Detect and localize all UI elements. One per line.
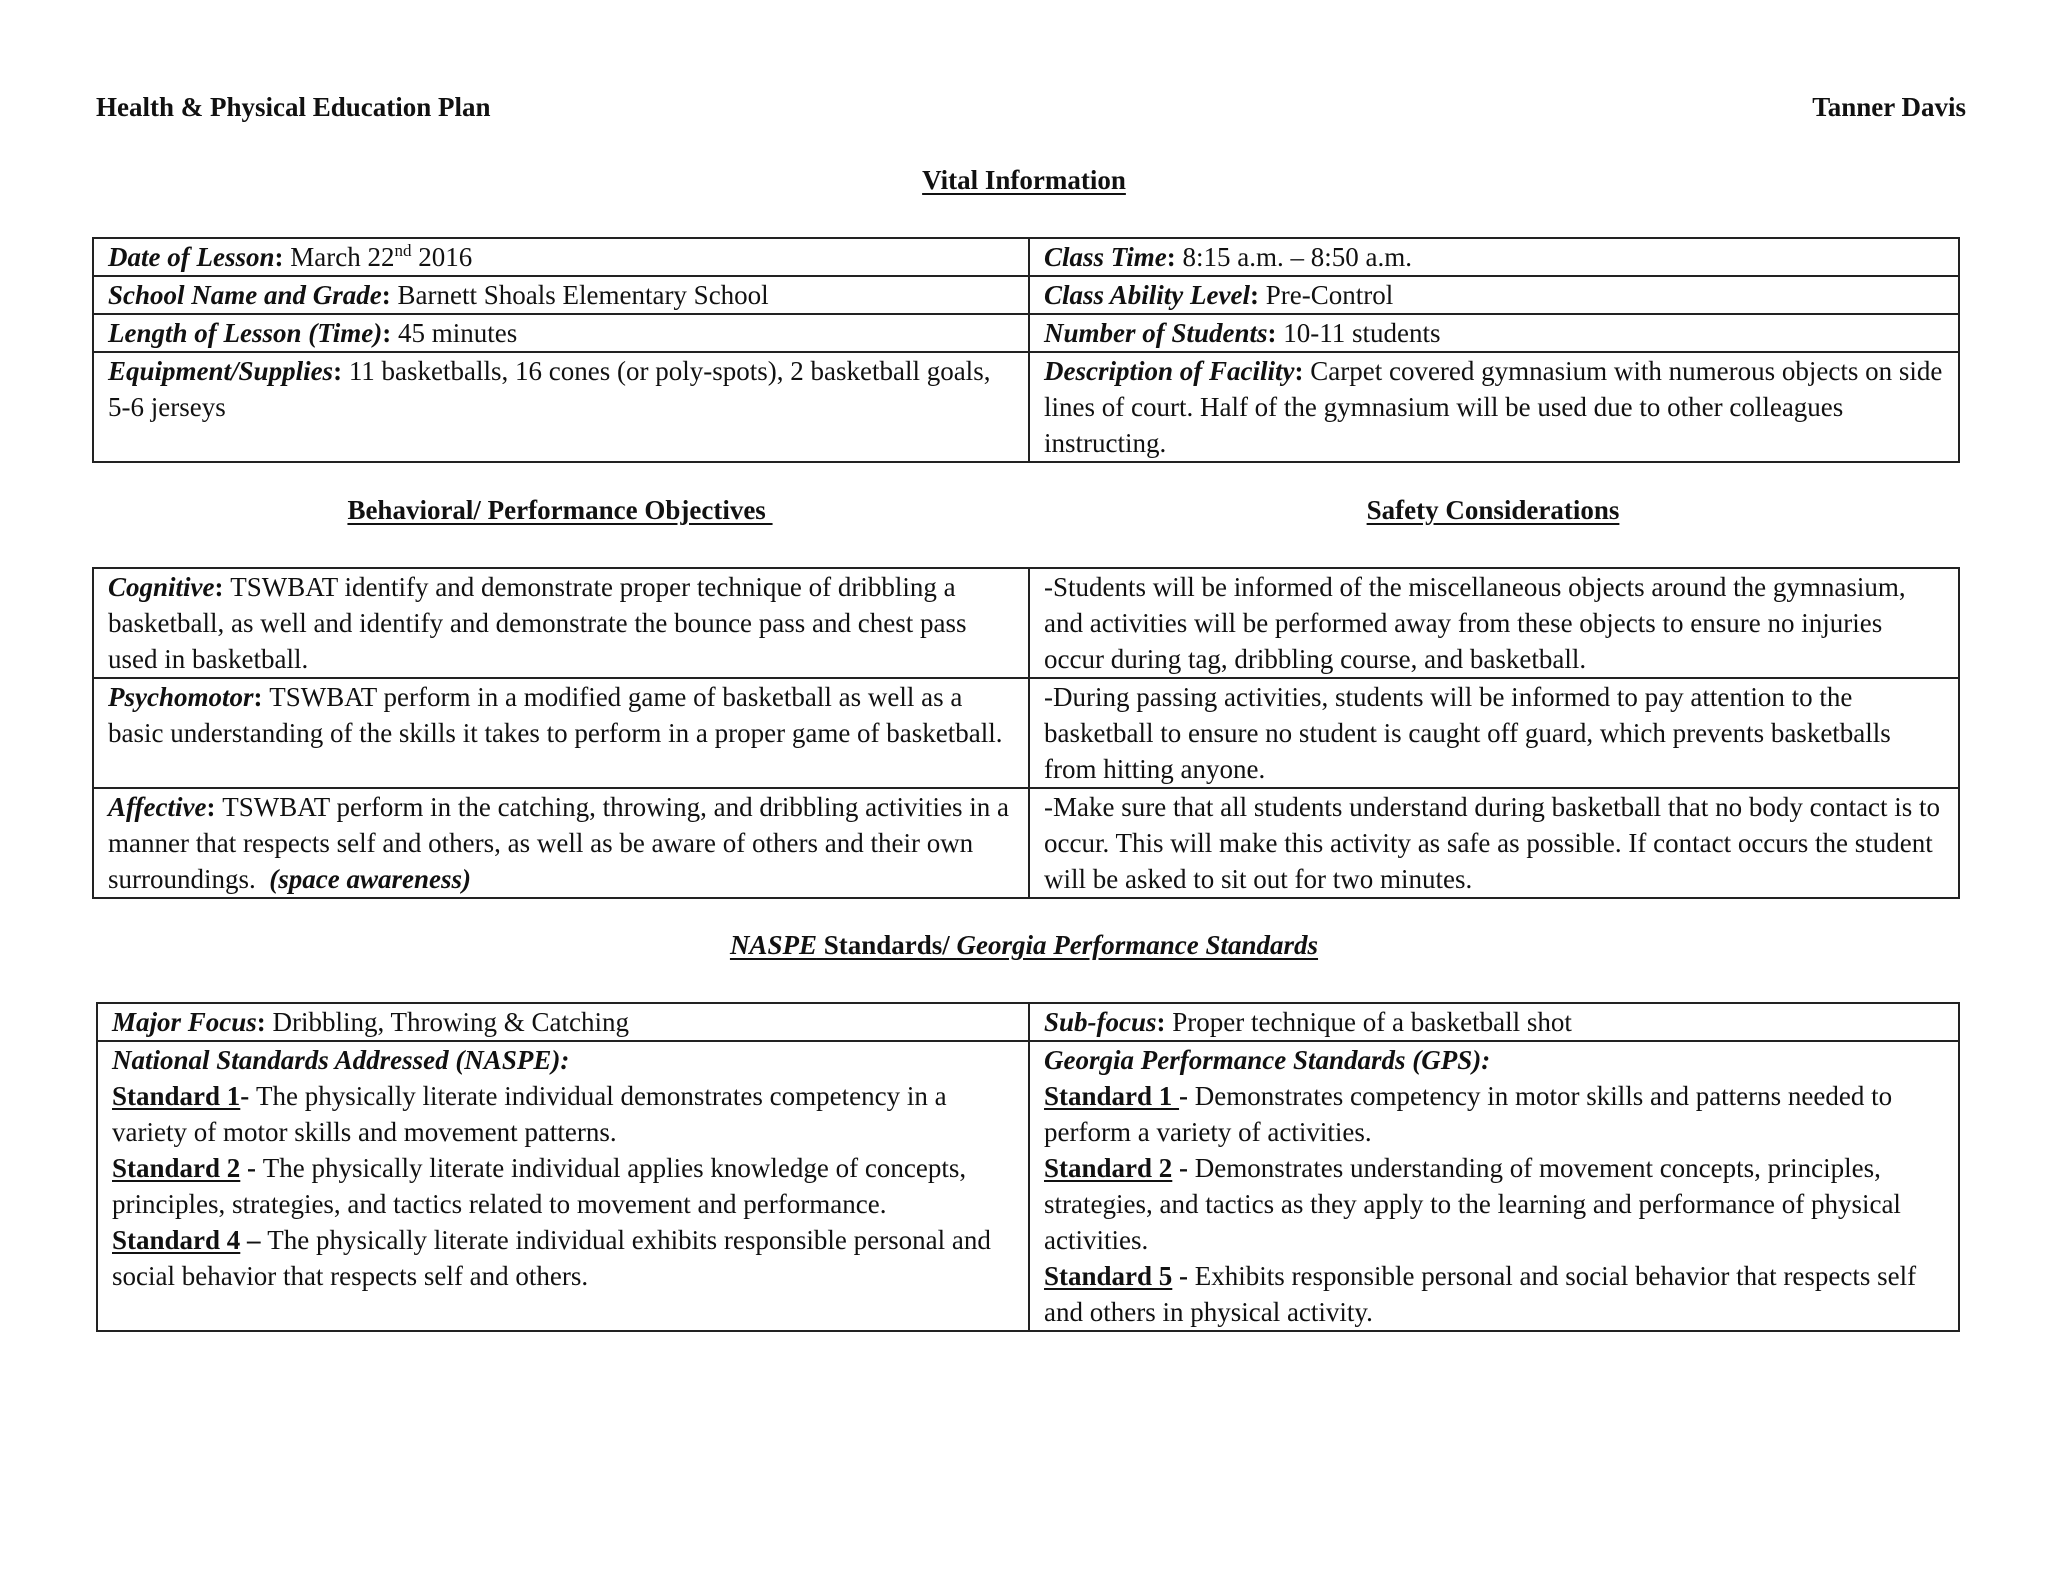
standard-name: Standard 5 [1044,1261,1173,1291]
equipment-cell: Equipment/Supplies: 11 basketballs, 16 cones (or poly-spots), 2 basketball goals, 5-6 jerseys [93,352,1029,462]
table-row [93,314,1959,352]
date-suffix: nd [394,241,412,260]
standards-heading [0,930,2048,961]
standard-text: Demonstrates competency in motor skills and patterns needed to perform a variety of activities. [1044,1081,1893,1147]
affective-objective-cell: Affective: TSWBAT perform in the catching, throwing, and dribbling activities in a manner that respects self and others, as well as be aware of others and their own surroundings. (space awareness) [93,788,1029,898]
author-name: Tanner Davis [1812,92,1966,122]
standard-item: Standard 2 - Demonstrates understanding of movement concepts, principles, strategies, and tactics as they apply to the learning and performance of physical activities. [1044,1153,1901,1255]
standard-name: Standard 4 [112,1225,241,1255]
table-row [93,568,1959,678]
objective-text: TSWBAT perform in a modified game of basketball as well as a basic understanding of the skills it takes to perform in a proper game of basketball. [108,682,1003,748]
length-label: Length of Lesson (Time) [108,318,383,348]
table-row [93,678,1959,788]
standard-item: Standard 1- The physically literate individual demonstrates competency in a variety of motor skills and movement patterns. [112,1081,947,1147]
standard-name: Standard 1 [1044,1081,1180,1111]
date-month: March 22 [290,242,395,272]
facility-cell: Description of Facility: Carpet covered gymnasium with numerous objects on side lines of court. Half of the gymnasium will be used due to other colleagues instructing. [1029,352,1959,462]
cognitive-objective-cell: Cognitive: TSWBAT identify and demonstrate proper technique of dribbling a basketball, as well and identify and demonstrate the bounce pass and chest pass used in basketball. [93,568,1029,678]
sub-focus-label: Sub-focus [1044,1007,1157,1037]
students-label: Number of Students [1044,318,1268,348]
national-standards-heading: National Standards Addressed (NASPE): [112,1045,570,1075]
table-row [93,352,1959,462]
standards-table [96,1002,1960,1332]
date-label: Date of Lesson [108,242,275,272]
sub-focus-value: Proper technique of a basketball shot [1172,1007,1572,1037]
facility-label: Description of Facility [1044,356,1295,386]
students-cell: Number of Students: 10-11 students [1029,314,1959,352]
affective-safety-cell: -Make sure that all students understand during basketball that no body contact is to occur. This will make this activity as safe as possible. If contact occurs the student will be asked to sit out for two minutes. [1029,788,1959,898]
vital-information-heading: Vital Information [922,165,1126,195]
space-awareness-note: (space awareness) [269,864,471,894]
table-row [93,276,1959,314]
georgia-standards-cell [1029,1041,1959,1331]
class-time-label: Class Time [1044,242,1167,272]
gps-title: Georgia Performance Standards [956,930,1319,960]
date-year: 2016 [411,242,473,272]
georgia-standards-heading: Georgia Performance Standards (GPS): [1044,1045,1491,1075]
standard-name: Standard 1 [112,1081,241,1111]
objective-text: TSWBAT identify and demonstrate proper technique of dribbling a basketball, as well and identify and demonstrate the bounce pass and chest pass used in basketball. [108,572,967,674]
document-title: Health & Physical Education Plan [96,92,491,122]
cognitive-safety-cell: -Students will be informed of the miscellaneous objects around the gymnasium, and activities will be performed away from these objects to ensure no injuries occur during tag, dribbling course, and basketball. [1029,568,1959,678]
standard-item: Standard 4 – The physically literate individual exhibits responsible personal and social behavior that respects self and others. [112,1225,991,1291]
objective-label: Affective [108,792,207,822]
ability-value: Pre-Control [1265,280,1394,310]
standard-text: The physically literate individual exhibits responsible personal and social behavior that respects self and others. [112,1225,991,1291]
standard-text: The physically literate individual demonstrates competency in a variety of motor skills and movement patterns. [112,1081,947,1147]
class-time-value: 8:15 a.m. – 8:50 a.m. [1182,242,1412,272]
national-standards-cell [97,1041,1029,1331]
standards-title-mid: Standards/ [816,930,957,960]
class-ability-cell: Class Ability Level: Pre-Control [1029,276,1959,314]
school-cell: School Name and Grade: Barnett Shoals Elementary School [93,276,1029,314]
major-focus-value: Dribbling, Throwing & Catching [272,1007,630,1037]
table-row [97,1041,1959,1331]
vital-information-table [92,237,1960,463]
psychomotor-objective-cell: Psychomotor: TSWBAT perform in a modified game of basketball as well as a basic understanding of the skills it takes to perform in a proper game of basketball. [93,678,1029,788]
students-value: 10-11 students [1283,318,1441,348]
school-value: Barnett Shoals Elementary School [397,280,769,310]
standard-text: Demonstrates understanding of movement concepts, principles, strategies, and tactics as they apply to the learning and performance of physical activities. [1044,1153,1901,1255]
length-value: 45 minutes [397,318,518,348]
standard-name: Standard 2 [1044,1153,1173,1183]
school-label: School Name and Grade [108,280,382,310]
length-cell: Length of Lesson (Time): 45 minutes [93,314,1029,352]
safety-heading: Safety Considerations [1366,495,1620,525]
standard-item: Standard 5 - Exhibits responsible personal and social behavior that respects self and others in physical activity. [1044,1261,1917,1327]
facility-value: Carpet covered gymnasium with numerous objects on side lines of court. Half of the gymnasium will be used due to other colleagues instructing. [1044,356,1943,458]
equipment-value: 11 basketballs, 16 cones (or poly-spots), 2 basketball goals, 5-6 jerseys [108,356,991,422]
standard-text: Exhibits responsible personal and social behavior that respects self and others in physical activity. [1044,1261,1917,1327]
standard-name: Standard 2 [112,1153,241,1183]
naspe-title: NASPE [729,930,817,960]
standard-item: Standard 2 - The physically literate individual applies knowledge of concepts, principles, strategies, and tactics related to movement and performance. [112,1153,967,1219]
objectives-table [92,567,1960,899]
table-row [93,788,1959,898]
ability-label: Class Ability Level [1044,280,1250,310]
date-of-lesson-cell: Date of Lesson: March 22nd 2016 [93,238,1029,276]
table-row [97,1003,1959,1041]
major-focus-cell: Major Focus: Dribbling, Throwing & Catching [97,1003,1029,1041]
equipment-label: Equipment/Supplies [108,356,334,386]
standard-text: The physically literate individual applies knowledge of concepts, principles, strategies, and tactics related to movement and performance. [112,1153,967,1219]
sub-focus-cell: Sub-focus: Proper technique of a basketball shot [1029,1003,1959,1041]
objective-label: Psychomotor [108,682,254,712]
class-time-cell: Class Time: 8:15 a.m. – 8:50 a.m. [1029,238,1959,276]
objective-text: TSWBAT perform in the catching, throwing, and dribbling activities in a manner that respects self and others, as well as be aware of others and their own surroundings. [108,792,1010,894]
objectives-heading: Behavioral/ Performance Objectives [347,495,773,525]
objective-label: Cognitive [108,572,215,602]
psychomotor-safety-cell: -During passing activities, students will be informed to pay attention to the basketball to ensure no student is caught off guard, which prevents basketballs from hitting anyone. [1029,678,1959,788]
standard-item: Standard 1 - Demonstrates competency in motor skills and patterns needed to perform a variety of activities. [1044,1081,1893,1147]
table-row [93,238,1959,276]
major-focus-label: Major Focus [112,1007,257,1037]
